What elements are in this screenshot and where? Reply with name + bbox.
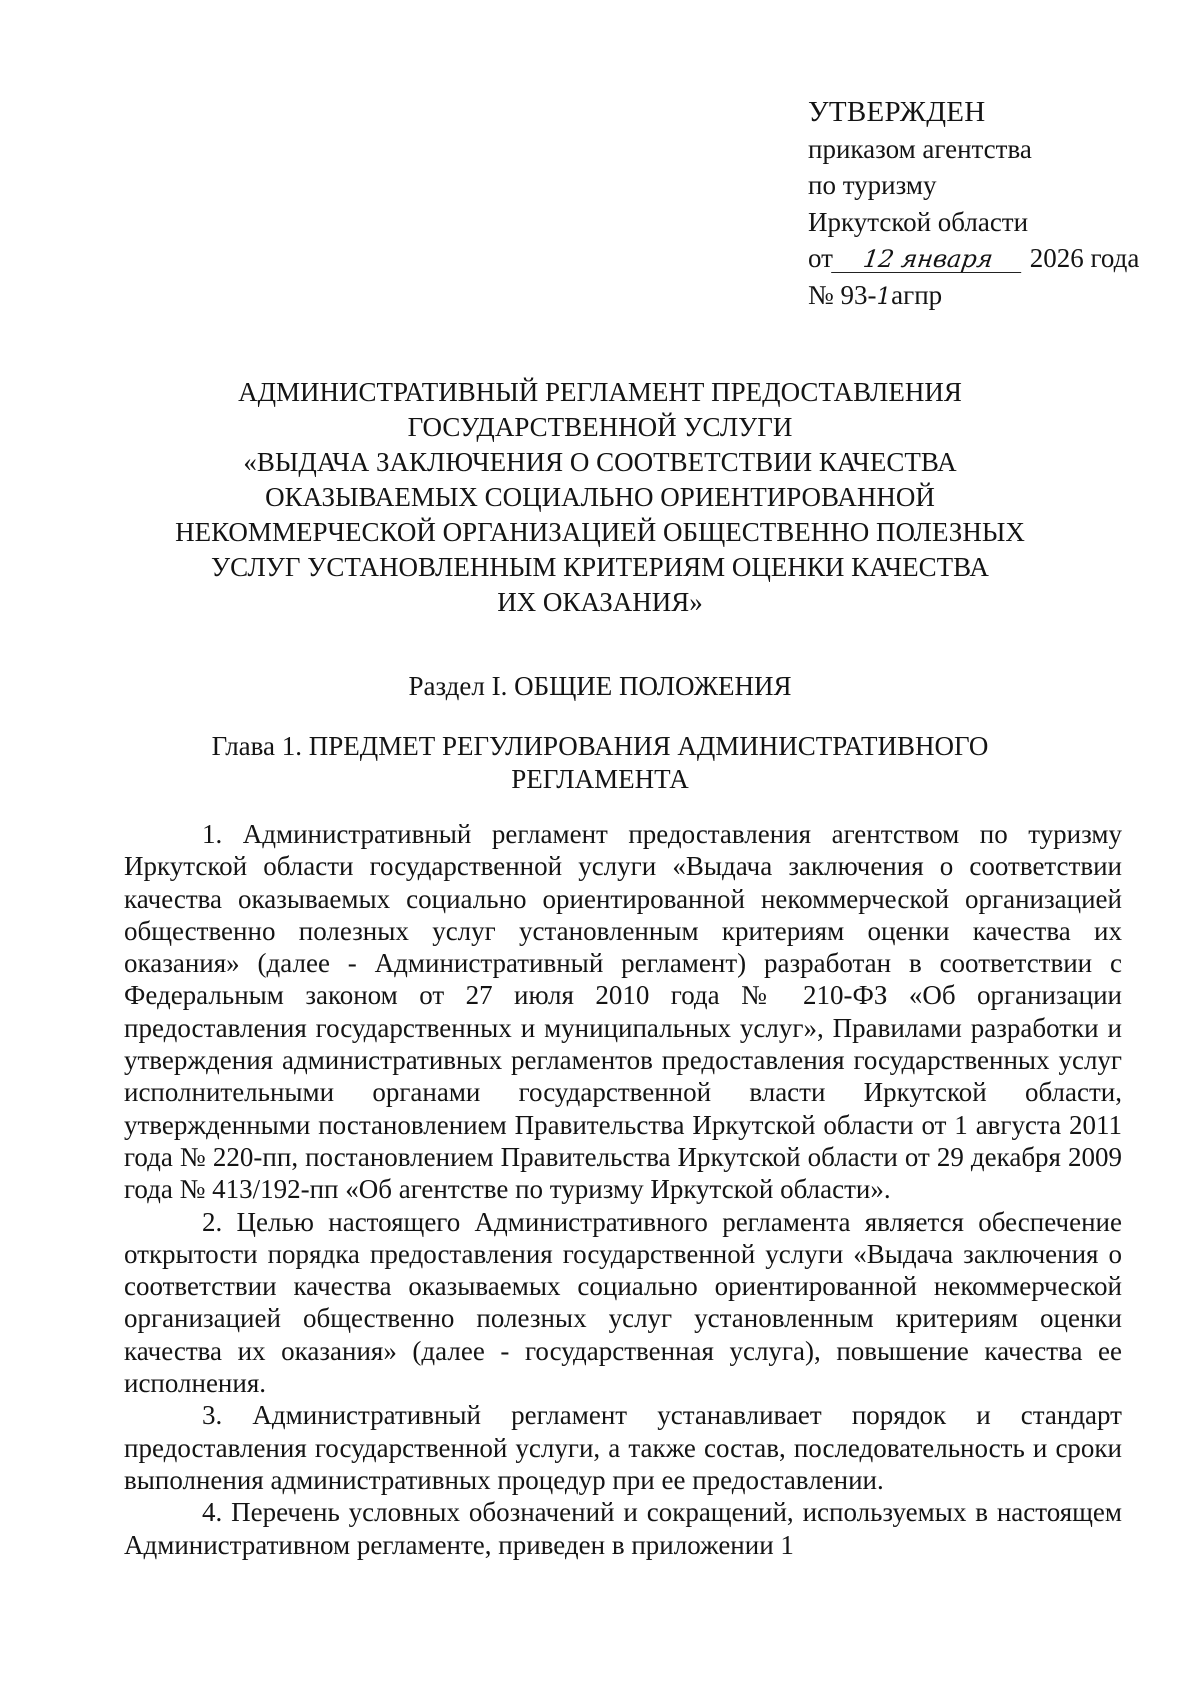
- chapter-heading: [150, 730, 1050, 796]
- approval-heading: УТВЕРЖДЕН: [808, 96, 986, 128]
- approval-number-handwritten: 1: [876, 283, 892, 310]
- title-line: АДМИНИСТРАТИВНЫЙ РЕГЛАМЕНТ ПРЕДОСТАВЛЕНИЯ: [238, 377, 962, 407]
- approval-date-prefix: от: [808, 243, 833, 273]
- title-line: ИХ ОКАЗАНИЯ»: [497, 587, 703, 617]
- paragraph-2: 2. Целью настоящего Административного регламента является обеспечение открытости порядка предоставления государственной услуги «Выдача заключения о соответствии качества оказываемых социально ориентированной некоммерческой организацией общественно полезных услуг установленным критериям оценки качества их оказания» (далее - государственная услуга), повышение качества ее исполнения.: [124, 1206, 1122, 1399]
- approval-stamp-block: [808, 94, 1139, 315]
- approval-date: [808, 240, 1139, 277]
- title-line: ГОСУДАРСТВЕННОЙ УСЛУГИ: [407, 412, 793, 442]
- paragraph-4: 4. Перечень условных обозначений и сокращений, используемых в настоящем Административном регламенте, приведен в приложении 1: [124, 1497, 1122, 1560]
- title-line: НЕКОММЕРЧЕСКОЙ ОРГАНИЗАЦИЕЙ ОБЩЕСТВЕННО ПОЛЕЗНЫХ: [175, 517, 1025, 547]
- document-body: [124, 818, 1122, 1561]
- approval-number: [808, 277, 1139, 316]
- section-heading: Раздел I. ОБЩИЕ ПОЛОЖЕНИЯ: [408, 671, 792, 701]
- chapter-heading-line-1: Глава 1. ПРЕДМЕТ РЕГУЛИРОВАНИЯ АДМИНИСТРАТИВНОГО: [211, 731, 989, 761]
- document-title: [150, 375, 1050, 620]
- approval-line-3: Иркутской области: [808, 206, 1029, 237]
- approval-date-handwritten: 12 января: [831, 246, 1025, 273]
- chapter-heading-line-2: РЕГЛАМЕНТА: [511, 764, 689, 794]
- paragraph-3: 3. Административный регламент устанавливает порядок и стандарт предоставления государственной услуги, а также состав, последовательность и сроки выполнения административных процедур при ее предоставлении.: [124, 1400, 1122, 1495]
- paragraph-1: 1. Административный регламент предоставления агентством по туризму Иркутской области государственной услуги «Выдача заключения о соответствии качества оказываемых социально ориентированной некоммерческой организацией общественно полезных услуг установленным критериям оценки качества их оказания» (далее - Административный регламент) разработан в соответствии с Федеральным законом от 27 июля 2010 года № 210-ФЗ «Об организации предоставления государственных и муниципальных услуг», Правилами разработки и утверждения административных регламентов предоставления государственных услуг исполнительными органами государственной власти Иркутской области, утвержденными постановлением Правительства Иркутской области от 1 августа 2011 года № 220-пп, постановлением Правительства Иркутской области от 29 декабря 2009 года № 413/192-пп «Об агентстве по туризму Иркутской области».: [124, 819, 1122, 1205]
- title-line: ОКАЗЫВАЕМЫХ СОЦИАЛЬНО ОРИЕНТИРОВАННОЙ: [265, 482, 935, 512]
- title-line: УСЛУГ УСТАНОВЛЕННЫМ КРИТЕРИЯМ ОЦЕНКИ КАЧЕСТВА: [211, 552, 989, 582]
- approval-number-prefix: № 93-: [808, 279, 877, 310]
- approval-line-2: по туризму: [808, 170, 937, 200]
- approval-number-suffix: агпр: [891, 279, 943, 310]
- approval-date-suffix: 2026 года: [1029, 243, 1140, 273]
- approval-line-1: приказом агентства: [808, 133, 1032, 164]
- title-line: «ВЫДАЧА ЗАКЛЮЧЕНИЯ О СООТВЕТСТВИИ КАЧЕСТВА: [243, 447, 957, 477]
